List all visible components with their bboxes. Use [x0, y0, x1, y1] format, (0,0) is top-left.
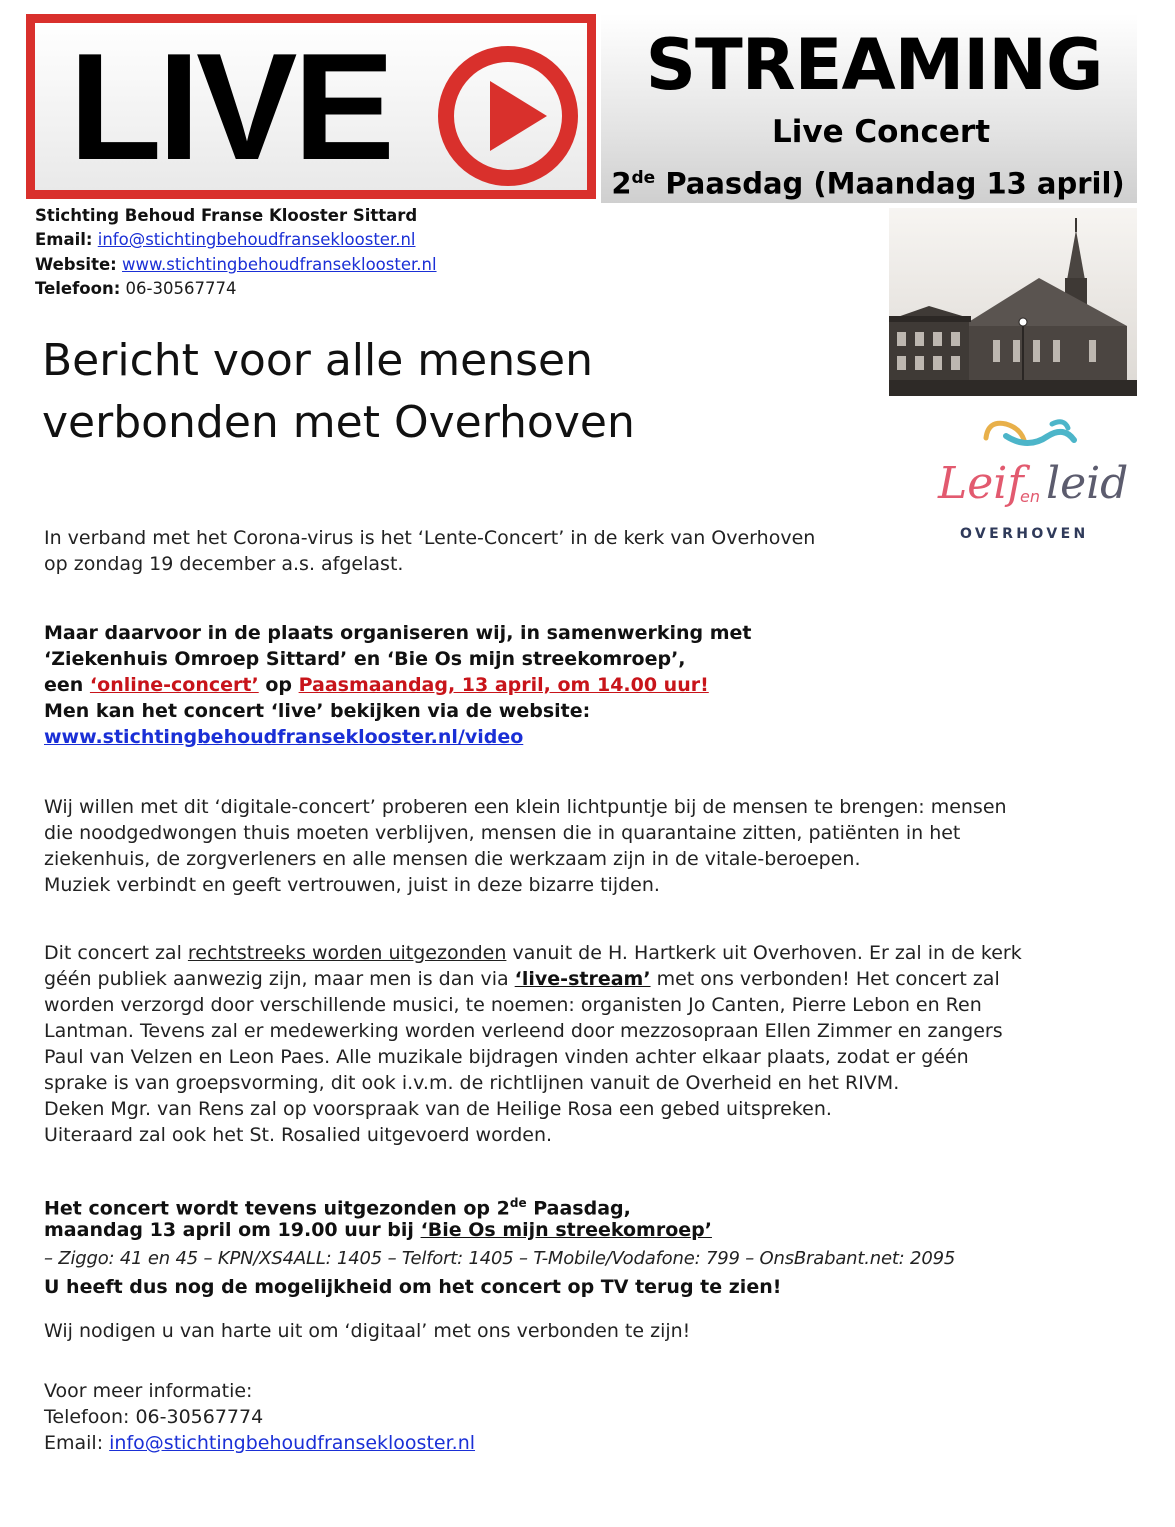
details-paragraph: Dit concert zal rechtstreeks worden uitgezonden vanuit de H. Hartkerk uit Overhoven. Er zal in de kerk géén publiek aanwezig zijn, maar men is dan via ‘live-stream’ met ons verbonden! Het concert zal worden verzorgd door verschillende musici, te noemen: organisten Jo Canten, Pierre Lebon en Ren Lantman. Tevens zal er medewerking worden verleend door mezzosopraan Ellen Zimmer en zangers Paul van Velzen en Leon Paes. Alle muzikale bijdragen vinden achter elkaar plaats, zodat er géén sprake is van groepsvorming, dit ook i.v.m. de richtlijnen vanuit de Overheid en het RIVM. Deken Mgr. van Rens zal op voorspraak van de Heilige Rosa een gebed uitspreken. Uiteraard zal ook het St. Rosalied uitgevoerd worden. — [44, 942, 1022, 1146]
invite-line: Wij nodigen u van harte uit om ‘digitaal’ met ons verbonden te zijn! — [44, 1320, 691, 1342]
leif-en-leid-logo — [928, 414, 1152, 546]
concert-datetime: Paasmaandag, 13 april, om 14.00 uur! — [298, 674, 709, 696]
live-stream-text: ‘live-stream’ — [514, 968, 651, 990]
website-link[interactable]: www.stichtingbehoudfranseklooster.nl — [122, 255, 437, 274]
church-photo — [889, 208, 1137, 396]
streaming-word: STREAMING — [645, 24, 1103, 106]
announcement-paragraph: Maar daarvoor in de plaats organiseren wij, in samenwerking met ‘Ziekenhuis Omroep Sittard’ en ‘Bie Os mijn streekomroep’, een ‘online-concert’ op Paasmaandag, 13 april, om 14.00 uur! Men kan het concert ‘live’ bekijken via de website: www.stichtingbehoudfranseklooster.nl/video — [44, 622, 752, 748]
play-icon — [435, 43, 581, 189]
concert-label: Live Concert — [771, 114, 991, 150]
intro-paragraph: In verband met het Corona-virus is het ‘Lente-Concert’ in de kerk van Overhoven op zondag 19 december a.s. afgelast. — [44, 527, 816, 575]
streaming-banner — [601, 14, 1137, 203]
online-concert-text: ‘online-concert’ — [89, 674, 259, 696]
rewatch-note: U heeft dus nog de mogelijkheid om het concert op TV terug te zien! — [44, 1276, 782, 1298]
more-info-email-link[interactable]: info@stichtingbehoudfranseklooster.nl — [109, 1432, 476, 1454]
tv-broadcast-line2: maandag 13 april om 19.00 uur bij ‘Bie Os mijn streekomroep’ — [44, 1219, 712, 1241]
logo-script-text2: leid — [1046, 458, 1129, 509]
live-banner — [26, 14, 596, 199]
logo-small-text: en — [1020, 487, 1040, 506]
contact-phone: Telefoon: 06-30567774 — [35, 279, 237, 298]
tv-channels: – Ziggo: 41 en 45 – KPN/XS4ALL: 1405 – Telfort: 1405 – T-Mobile/Vodafone: 799 – OnsBrabant.net: 2095 — [44, 1248, 956, 1269]
org-name: Stichting Behoud Franse Klooster Sittard — [35, 206, 418, 225]
live-broadcast-text: rechtstreeks worden uitgezonden — [187, 942, 507, 964]
streekomroep-text: ‘Bie Os mijn streekomroep’ — [420, 1219, 712, 1241]
contact-website: Website: www.stichtingbehoudfranseklooster.nl — [35, 255, 437, 274]
concert-date: 2de Paasdag (Maandag 13 april) — [611, 166, 1125, 201]
email-link[interactable]: info@stichtingbehoudfranseklooster.nl — [97, 230, 416, 249]
video-link[interactable]: www.stichtingbehoudfranseklooster.nl/video — [44, 726, 524, 748]
contact-email: Email: info@stichtingbehoudfranseklooster.nl — [35, 230, 416, 249]
tv-broadcast-line1: Het concert wordt tevens uitgezonden op 2de Paasdag, — [44, 1196, 631, 1220]
live-word: LIVE — [69, 22, 391, 192]
more-info: Voor meer informatie: Telefoon: 06-30567774 Email: info@stichtingbehoudfranseklooster.nl — [44, 1380, 476, 1454]
logo-subtitle: OVERHOVEN — [960, 526, 1089, 542]
purpose-paragraph: Wij willen met dit ‘digitale-concert’ proberen een klein lichtpuntje bij de mensen te brengen: mensen die noodgedwongen thuis moeten verblijven, mensen die in quarantaine zitten, patiënten in het ziekenhuis, de zorgverleners en alle mensen die werkzaam zijn in de vitale-beroepen. Muziek verbindt en geeft vertrouwen, juist in deze bizarre tijden. — [44, 796, 1007, 896]
logo-script-text: Leif — [938, 458, 1024, 509]
page-title: Bericht voor alle mensen verbonden met Overhoven — [42, 335, 635, 448]
